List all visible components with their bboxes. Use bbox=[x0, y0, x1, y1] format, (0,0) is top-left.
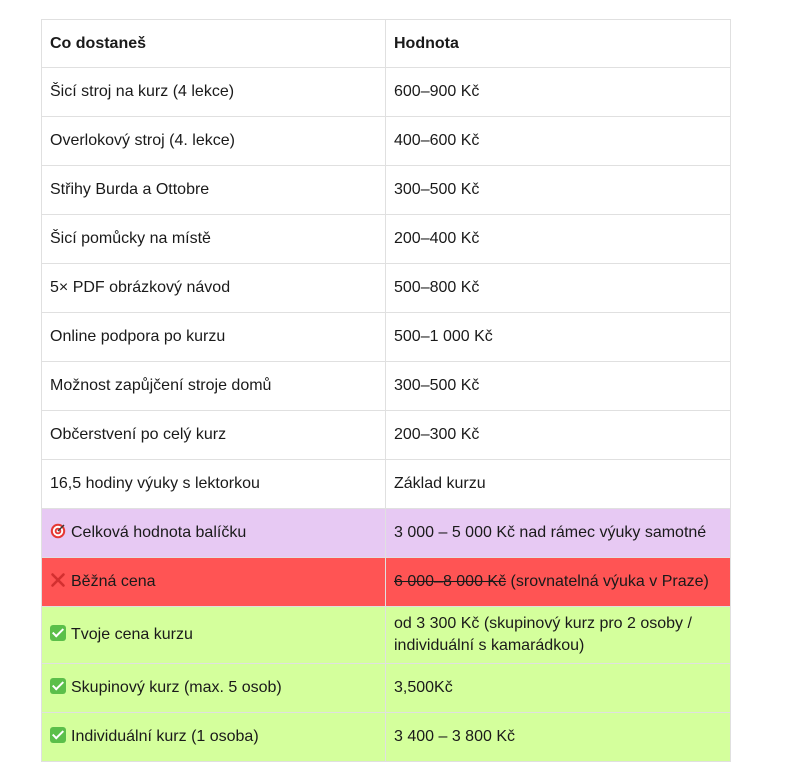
item-cell: Občerstvení po celý kurz bbox=[42, 411, 386, 460]
value-cell: 400–600 Kč bbox=[386, 117, 731, 166]
item-cell: Overlokový stroj (4. lekce) bbox=[42, 117, 386, 166]
individual-course-row bbox=[42, 713, 731, 762]
table-row bbox=[42, 264, 731, 313]
check-icon bbox=[50, 625, 66, 641]
value-cell: 600–900 Kč bbox=[386, 68, 731, 117]
total-label: Celková hodnota balíčku bbox=[71, 524, 247, 541]
check-icon bbox=[50, 727, 66, 743]
pricing-table bbox=[41, 19, 731, 762]
individual-value-cell: 3 400 – 3 800 Kč bbox=[386, 713, 731, 762]
total-label-cell bbox=[42, 509, 386, 558]
item-cell: Šicí stroj na kurz (4 lekce) bbox=[42, 68, 386, 117]
regular-price-struck: 6 000–8 000 Kč bbox=[394, 573, 507, 590]
item-cell: 5× PDF obrázkový návod bbox=[42, 264, 386, 313]
your-price-label: Tvoje cena kurzu bbox=[71, 626, 193, 643]
regular-price-note: (srovnatelná výuka v Praze) bbox=[506, 573, 709, 590]
item-cell: Online podpora po kurzu bbox=[42, 313, 386, 362]
your-price-value-cell: od 3 300 Kč (skupinový kurz pro 2 osoby / individuální s kamarádkou) bbox=[386, 607, 731, 664]
group-value-cell: 3,500Kč bbox=[386, 664, 731, 713]
table-row bbox=[42, 460, 731, 509]
cross-icon bbox=[50, 572, 66, 588]
table-row bbox=[42, 68, 731, 117]
header-row bbox=[42, 20, 731, 68]
value-cell: 300–500 Kč bbox=[386, 362, 731, 411]
regular-label: Běžná cena bbox=[71, 573, 156, 590]
your-price-label-cell bbox=[42, 607, 386, 664]
total-value-cell: 3 000 – 5 000 Kč nad rámec výuky samotné bbox=[386, 509, 731, 558]
regular-price-row bbox=[42, 558, 731, 607]
value-cell: 200–300 Kč bbox=[386, 411, 731, 460]
target-icon bbox=[50, 523, 66, 539]
individual-label-cell bbox=[42, 713, 386, 762]
value-cell: 300–500 Kč bbox=[386, 166, 731, 215]
group-label: Skupinový kurz (max. 5 osob) bbox=[71, 679, 282, 696]
your-price-row bbox=[42, 607, 731, 664]
regular-label-cell bbox=[42, 558, 386, 607]
item-cell: 16,5 hodiny výuky s lektorkou bbox=[42, 460, 386, 509]
check-icon bbox=[50, 678, 66, 694]
header-value: Hodnota bbox=[386, 20, 731, 68]
header-item: Co dostaneš bbox=[42, 20, 386, 68]
table-row bbox=[42, 117, 731, 166]
group-label-cell bbox=[42, 664, 386, 713]
table-row bbox=[42, 411, 731, 460]
item-cell: Šicí pomůcky na místě bbox=[42, 215, 386, 264]
total-value-row bbox=[42, 509, 731, 558]
value-cell: 500–800 Kč bbox=[386, 264, 731, 313]
group-course-row bbox=[42, 664, 731, 713]
individual-label: Individuální kurz (1 osoba) bbox=[71, 728, 259, 745]
table-row bbox=[42, 362, 731, 411]
item-cell: Střihy Burda a Ottobre bbox=[42, 166, 386, 215]
table-row bbox=[42, 215, 731, 264]
table-row bbox=[42, 313, 731, 362]
value-cell: 200–400 Kč bbox=[386, 215, 731, 264]
value-cell: Základ kurzu bbox=[386, 460, 731, 509]
regular-value-cell bbox=[386, 558, 731, 607]
item-cell: Možnost zapůjčení stroje domů bbox=[42, 362, 386, 411]
table-row bbox=[42, 166, 731, 215]
value-cell: 500–1 000 Kč bbox=[386, 313, 731, 362]
